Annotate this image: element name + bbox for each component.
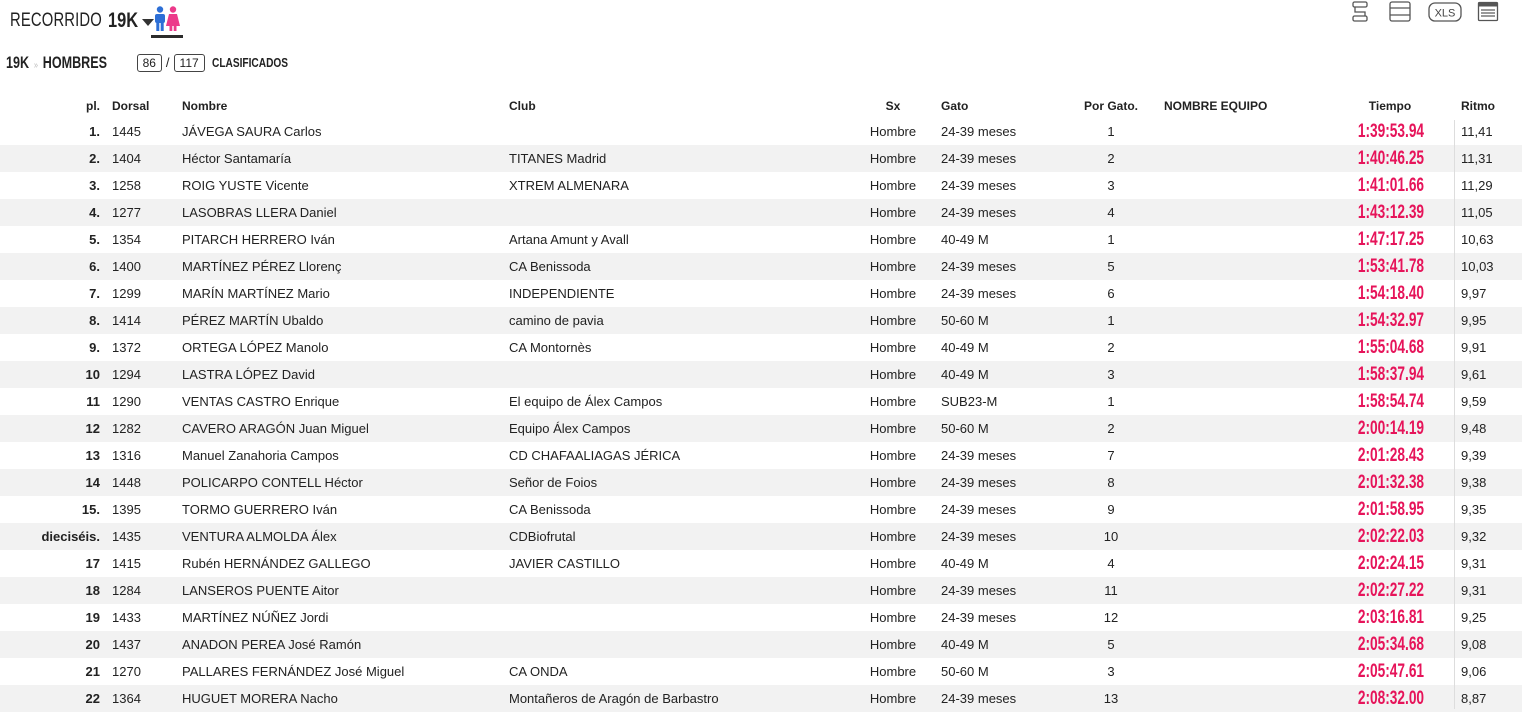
row-time-value: 1:58:37.94 <box>1357 364 1425 385</box>
row-place: 12 <box>85 421 100 436</box>
row-pace: 11,41 <box>1461 124 1493 139</box>
row-place: 21 <box>85 664 100 679</box>
xls-export-icon[interactable] <box>1428 2 1462 27</box>
header-nombre-equipo[interactable]: NOMBRE EQUIPO <box>1164 99 1268 113</box>
row-name: Manuel Zanahoria Campos <box>182 448 339 463</box>
row-pace: 9,61 <box>1461 367 1487 382</box>
row-category: 40-49 M <box>941 340 989 355</box>
table-row[interactable] <box>0 361 1522 388</box>
row-dorsal: 1435 <box>112 529 141 544</box>
subtitle-category: HOMBRES <box>42 53 108 72</box>
row-dorsal: 1277 <box>112 205 141 220</box>
row-time-value: 2:01:58.95 <box>1357 499 1425 520</box>
row-sex: Hombre <box>869 448 917 463</box>
row-category-place: 2 <box>1107 421 1115 436</box>
header-sx[interactable]: Sx <box>885 99 901 113</box>
row-pace: 9,95 <box>1461 313 1487 328</box>
row-place: 14 <box>85 475 100 490</box>
row-place: 1. <box>89 124 100 139</box>
row-category: 24-39 meses <box>941 502 1017 517</box>
row-time-value: 2:05:34.68 <box>1357 634 1425 655</box>
subtitle-race: 19K <box>6 53 30 72</box>
flow-icon[interactable] <box>1350 1 1370 28</box>
row-dorsal: 1404 <box>112 151 141 166</box>
row-category-place: 10 <box>1103 529 1119 544</box>
row-category: 24-39 meses <box>941 178 1017 193</box>
header-ritmo[interactable]: Ritmo <box>1461 99 1495 113</box>
row-sex: Hombre <box>869 340 917 355</box>
row-pace: 9,31 <box>1461 556 1487 571</box>
table-row[interactable] <box>0 550 1522 577</box>
row-dorsal: 1445 <box>112 124 141 139</box>
row-time-value: 2:01:28.43 <box>1357 445 1425 466</box>
row-category-place: 1 <box>1107 124 1115 139</box>
race-selector-bar <box>10 6 154 36</box>
row-club: CA Benissoda <box>509 259 591 274</box>
row-time <box>1345 172 1435 199</box>
row-name: CAVERO ARAGÓN Juan Miguel <box>182 421 369 436</box>
table-row[interactable] <box>0 199 1522 226</box>
row-category: 24-39 meses <box>941 205 1017 220</box>
row-place: 7. <box>89 286 100 301</box>
row-time <box>1345 280 1435 307</box>
row-category-place: 13 <box>1103 691 1119 706</box>
row-category: 24-39 meses <box>941 124 1017 139</box>
row-sex: Hombre <box>869 421 917 436</box>
table-row[interactable] <box>0 577 1522 604</box>
row-club: JAVIER CASTILLO <box>509 556 621 571</box>
row-dorsal: 1270 <box>112 664 141 679</box>
row-category: 24-39 meses <box>941 151 1017 166</box>
row-category: 24-39 meses <box>941 583 1017 598</box>
row-time <box>1345 442 1435 469</box>
row-sex: Hombre <box>869 691 917 706</box>
row-place: 4. <box>89 205 100 220</box>
row-sex: Hombre <box>869 124 917 139</box>
row-category-place: 2 <box>1107 340 1115 355</box>
row-place: 8. <box>89 313 100 328</box>
row-place: 19 <box>85 610 100 625</box>
row-dorsal: 1316 <box>112 448 141 463</box>
row-time-value: 1:54:32.97 <box>1357 310 1425 331</box>
row-category-place: 12 <box>1103 610 1119 625</box>
table-row[interactable] <box>0 172 1522 199</box>
row-place: 9. <box>89 340 100 355</box>
row-time <box>1345 550 1435 577</box>
row-time <box>1345 685 1435 712</box>
subtitle-heading <box>6 53 107 73</box>
row-time-value: 2:08:32.00 <box>1357 688 1425 709</box>
row-pace: 10,63 <box>1461 232 1494 247</box>
header-gato[interactable]: Gato <box>941 99 969 113</box>
row-dorsal: 1372 <box>112 340 141 355</box>
row-club: CA Montornès <box>509 340 592 355</box>
table-row[interactable] <box>0 442 1522 469</box>
row-place: 2. <box>89 151 100 166</box>
row-category: 50-60 M <box>941 664 989 679</box>
race-value: 19K <box>107 9 138 32</box>
row-pace: 9,32 <box>1461 529 1487 544</box>
row-name: MARTÍNEZ PÉREZ Llorenç <box>182 259 342 274</box>
row-pace: 10,03 <box>1461 259 1494 274</box>
row-sex: Hombre <box>869 367 917 382</box>
row-place: 6. <box>89 259 100 274</box>
row-pace: 11,05 <box>1461 205 1493 220</box>
row-club: El equipo de Álex Campos <box>509 394 663 409</box>
row-sex: Hombre <box>869 475 917 490</box>
row-category: 50-60 M <box>941 313 989 328</box>
row-name: PÉREZ MARTÍN Ubaldo <box>182 313 324 328</box>
row-category: 24-39 meses <box>941 448 1017 463</box>
xls-label: XLS <box>1434 7 1456 20</box>
table-row[interactable] <box>0 280 1522 307</box>
row-category-place: 1 <box>1107 313 1115 328</box>
row-category-place: 5 <box>1107 259 1115 274</box>
row-name: ROIG YUSTE Vicente <box>182 178 309 193</box>
row-time <box>1345 118 1435 145</box>
row-place: 18 <box>85 583 100 598</box>
row-place: 13 <box>85 448 100 463</box>
row-place: 15. <box>81 502 100 517</box>
row-time-value: 2:01:32.38 <box>1357 472 1425 493</box>
row-name: POLICARPO CONTELL Héctor <box>182 475 363 490</box>
row-place: 5. <box>89 232 100 247</box>
table-row[interactable] <box>0 145 1522 172</box>
row-category-place: 4 <box>1107 205 1115 220</box>
header-nombre[interactable]: Nombre <box>182 99 228 113</box>
row-time <box>1345 361 1435 388</box>
row-category: 24-39 meses <box>941 286 1017 301</box>
table-header <box>0 94 1522 118</box>
row-dorsal: 1433 <box>112 610 141 625</box>
row-club: CA ONDA <box>509 664 568 679</box>
row-pace: 9,97 <box>1461 286 1487 301</box>
row-category: 24-39 meses <box>941 475 1017 490</box>
row-name: ORTEGA LÓPEZ Manolo <box>182 340 329 355</box>
row-time <box>1345 577 1435 604</box>
row-time <box>1345 496 1435 523</box>
results-table <box>0 94 1522 712</box>
table-row[interactable] <box>0 307 1522 334</box>
row-time-value: 2:05:47.61 <box>1357 661 1425 682</box>
row-pace: 11,29 <box>1461 178 1493 193</box>
row-sex: Hombre <box>869 286 917 301</box>
row-time-value: 1:58:54.74 <box>1357 391 1425 412</box>
row-time-value: 2:00:14.19 <box>1357 418 1425 439</box>
race-dropdown[interactable] <box>108 9 155 33</box>
row-category-place: 5 <box>1107 637 1115 652</box>
row-name: MARÍN MARTÍNEZ Mario <box>182 286 330 301</box>
row-time-value: 2:02:24.15 <box>1357 553 1425 574</box>
header-por-gato[interactable]: Por Gato. <box>1083 99 1138 113</box>
layout-rows-icon[interactable] <box>1388 1 1412 28</box>
row-category: 40-49 M <box>941 232 989 247</box>
row-name: LANSEROS PUENTE Aitor <box>182 583 339 598</box>
row-category: 40-49 M <box>941 637 989 652</box>
row-category-place: 2 <box>1107 151 1115 166</box>
row-time-value: 2:03:16.81 <box>1357 607 1425 628</box>
row-club: Señor de Foios <box>509 475 598 490</box>
row-dorsal: 1415 <box>112 556 141 571</box>
row-sex: Hombre <box>869 556 917 571</box>
row-time <box>1345 604 1435 631</box>
row-time <box>1345 415 1435 442</box>
row-category-place: 3 <box>1107 664 1115 679</box>
row-category: 24-39 meses <box>941 610 1017 625</box>
row-category: 24-39 meses <box>941 259 1017 274</box>
row-name: JÁVEGA SAURA Carlos <box>182 124 322 139</box>
row-dorsal: 1284 <box>112 583 141 598</box>
table-row[interactable] <box>0 334 1522 361</box>
row-name: PITARCH HERRERO Iván <box>182 232 335 247</box>
row-category-place: 4 <box>1107 556 1115 571</box>
row-sex: Hombre <box>869 664 917 679</box>
row-pace: 9,31 <box>1461 583 1487 598</box>
breadcrumb-separator: » <box>33 60 38 71</box>
row-pace: 9,38 <box>1461 475 1487 490</box>
print-list-icon[interactable] <box>1477 1 1499 28</box>
row-sex: Hombre <box>869 151 917 166</box>
row-dorsal: 1290 <box>112 394 141 409</box>
table-row[interactable] <box>0 415 1522 442</box>
header-tiempo[interactable]: Tiempo <box>1368 99 1412 113</box>
row-pace: 9,25 <box>1461 610 1487 625</box>
header-club[interactable]: Club <box>509 99 536 113</box>
row-pace: 11,31 <box>1461 151 1493 166</box>
row-sex: Hombre <box>869 259 917 274</box>
active-indicator <box>151 35 183 38</box>
table-row[interactable] <box>0 658 1522 685</box>
row-club: CDBiofrutal <box>509 529 576 544</box>
row-club: CA Benissoda <box>509 502 591 517</box>
row-category-place: 1 <box>1107 394 1115 409</box>
row-time <box>1345 145 1435 172</box>
row-dorsal: 1448 <box>112 475 141 490</box>
row-pace: 9,35 <box>1461 502 1487 517</box>
row-club: Artana Amunt y Avall <box>509 232 629 247</box>
row-place: 11 <box>86 394 100 409</box>
row-time-value: 1:41:01.66 <box>1357 175 1425 196</box>
row-sex: Hombre <box>869 394 917 409</box>
row-time <box>1345 523 1435 550</box>
row-time-value: 2:02:22.03 <box>1357 526 1425 547</box>
count-group <box>137 54 310 72</box>
table-row[interactable] <box>0 631 1522 658</box>
row-category-place: 9 <box>1107 502 1115 517</box>
row-pace: 9,39 <box>1461 448 1487 463</box>
table-row[interactable] <box>0 496 1522 523</box>
row-sex: Hombre <box>869 583 917 598</box>
row-dorsal: 1354 <box>112 232 141 247</box>
row-category: 24-39 meses <box>941 691 1017 706</box>
row-time-value: 1:43:12.39 <box>1357 202 1425 223</box>
men-women-icon <box>150 5 184 33</box>
row-sex: Hombre <box>869 529 917 544</box>
shown-count: 86 <box>137 54 162 72</box>
row-time <box>1345 253 1435 280</box>
table-row[interactable] <box>0 604 1522 631</box>
row-place: 22 <box>85 691 100 706</box>
row-pace: 8,87 <box>1461 691 1487 706</box>
row-place: dieciséis. <box>41 529 100 544</box>
row-name: LASOBRAS LLERA Daniel <box>182 205 337 220</box>
row-pace: 9,08 <box>1461 637 1487 652</box>
row-name: Héctor Santamaría <box>182 151 292 166</box>
row-time <box>1345 469 1435 496</box>
row-name: Rubén HERNÁNDEZ GALLEGO <box>182 556 371 571</box>
row-place: 20 <box>85 637 100 652</box>
row-dorsal: 1282 <box>112 421 141 436</box>
column-divider <box>1454 120 1455 709</box>
count-slash: / <box>165 55 170 70</box>
table-row[interactable] <box>0 523 1522 550</box>
row-time-value: 1:53:41.78 <box>1357 256 1425 277</box>
table-row[interactable] <box>0 226 1522 253</box>
row-category-place: 6 <box>1107 286 1115 301</box>
row-club: Montañeros de Aragón de Barbastro <box>509 691 719 706</box>
row-category: 40-49 M <box>941 556 989 571</box>
row-pace: 9,06 <box>1461 664 1487 679</box>
row-category-place: 8 <box>1107 475 1115 490</box>
total-count: 117 <box>174 54 205 72</box>
row-club: camino de pavia <box>509 313 604 328</box>
row-time-value: 1:55:04.68 <box>1357 337 1425 358</box>
row-place: 3. <box>89 178 100 193</box>
row-time <box>1345 199 1435 226</box>
row-sex: Hombre <box>869 313 917 328</box>
row-time-value: 1:40:46.25 <box>1357 148 1425 169</box>
row-time <box>1345 334 1435 361</box>
row-sex: Hombre <box>869 637 917 652</box>
row-place: 10 <box>85 367 100 382</box>
row-time <box>1345 226 1435 253</box>
row-dorsal: 1299 <box>112 286 141 301</box>
row-category-place: 7 <box>1107 448 1115 463</box>
row-time-value: 2:02:27.22 <box>1357 580 1425 601</box>
row-club: TITANES Madrid <box>509 151 607 166</box>
row-sex: Hombre <box>869 232 917 247</box>
row-category-place: 3 <box>1107 178 1115 193</box>
row-time <box>1345 307 1435 334</box>
row-dorsal: 1258 <box>112 178 141 193</box>
row-club: Equipo Álex Campos <box>509 421 631 436</box>
row-sex: Hombre <box>869 205 917 220</box>
row-time <box>1345 658 1435 685</box>
table-row[interactable] <box>0 685 1522 712</box>
table-row[interactable] <box>0 388 1522 415</box>
results-summary <box>6 52 310 74</box>
row-category-place: 11 <box>1104 583 1118 598</box>
row-pace: 9,91 <box>1461 340 1487 355</box>
row-pace: 9,59 <box>1461 394 1487 409</box>
row-category: 50-60 M <box>941 421 989 436</box>
clasificados-label: CLASIFICADOS <box>212 55 289 70</box>
row-time <box>1345 388 1435 415</box>
row-category: 40-49 M <box>941 367 989 382</box>
row-time-value: 1:47:17.25 <box>1357 229 1425 250</box>
row-category: SUB23-M <box>941 394 998 409</box>
row-category-place: 3 <box>1107 367 1115 382</box>
row-name: HUGUET MORERA Nacho <box>182 691 338 706</box>
row-dorsal: 1364 <box>112 691 141 706</box>
row-dorsal: 1437 <box>112 637 141 652</box>
row-sex: Hombre <box>869 610 917 625</box>
table-row[interactable] <box>0 253 1522 280</box>
race-label: RECORRIDO <box>10 10 102 31</box>
row-sex: Hombre <box>869 178 917 193</box>
row-time-value: 1:54:18.40 <box>1357 283 1425 304</box>
row-place: 17 <box>85 556 100 571</box>
table-row[interactable] <box>0 118 1522 145</box>
row-club: XTREM ALMENARA <box>509 178 629 193</box>
row-category: 24-39 meses <box>941 529 1017 544</box>
row-name: ANADON PEREA José Ramón <box>182 637 362 652</box>
row-name: PALLARES FERNÁNDEZ José Miguel <box>182 664 405 679</box>
row-name: VENTAS CASTRO Enrique <box>182 394 340 409</box>
row-club: INDEPENDIENTE <box>509 286 615 301</box>
table-body <box>0 118 1522 712</box>
row-pace: 9,48 <box>1461 421 1487 436</box>
row-dorsal: 1395 <box>112 502 141 517</box>
row-name: TORMO GUERRERO Iván <box>182 502 338 517</box>
header-dorsal[interactable]: Dorsal <box>112 99 150 113</box>
row-time-value: 1:39:53.94 <box>1357 121 1425 142</box>
header-pl[interactable]: pl. <box>86 99 100 113</box>
row-dorsal: 1294 <box>112 367 141 382</box>
row-name: MARTÍNEZ NÚÑEZ Jordi <box>182 610 329 625</box>
row-name: LASTRA LÓPEZ David <box>182 367 315 382</box>
gender-filter-button[interactable] <box>150 5 184 38</box>
row-dorsal: 1414 <box>112 313 141 328</box>
row-club: CD CHAFAALIAGAS JÉRICA <box>509 448 681 463</box>
row-sex: Hombre <box>869 502 917 517</box>
row-dorsal: 1400 <box>112 259 141 274</box>
row-category-place: 1 <box>1107 232 1115 247</box>
table-row[interactable] <box>0 469 1522 496</box>
row-time <box>1345 631 1435 658</box>
row-name: VENTURA ALMOLDA Álex <box>182 529 337 544</box>
